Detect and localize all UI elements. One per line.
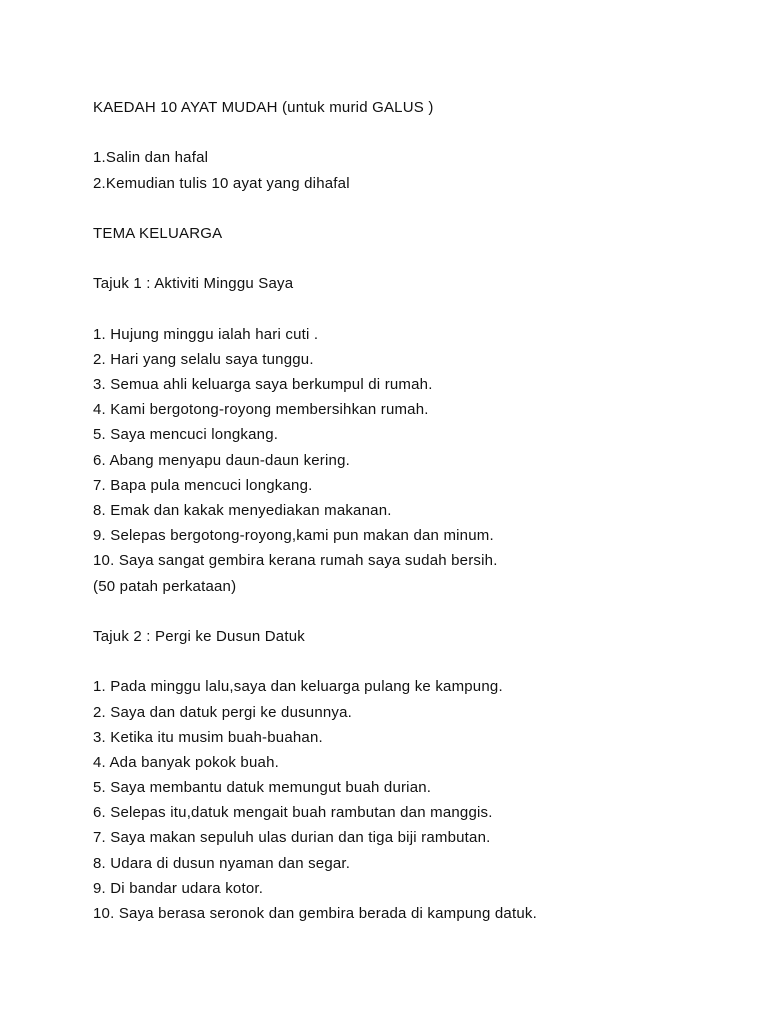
spacer <box>93 297 537 322</box>
sentence: 1. Hujung minggu ialah hari cuti . <box>93 325 319 343</box>
spacer <box>93 246 537 271</box>
sentence: 3. Ketika itu musim buah-buahan. <box>93 728 323 746</box>
theme-heading: TEMA KELUARGA <box>93 224 223 242</box>
spacer <box>93 599 537 624</box>
section-heading: Tajuk 1 : Aktiviti Minggu Saya <box>93 275 294 293</box>
word-count-note: (50 patah perkataan) <box>93 577 237 595</box>
sentence: 9. Di bandar udara kotor. <box>93 879 264 897</box>
sentence: 7. Bapa pula mencuci longkang. <box>93 476 313 494</box>
sentence: 5. Saya membantu datuk memungut buah durian. <box>93 779 432 797</box>
sentence: 2. Hari yang selalu saya tunggu. <box>93 350 314 368</box>
sentence: 4. Kami bergotong-royong membersihkan rumah. <box>93 401 429 419</box>
sentence-list <box>93 322 537 574</box>
spacer <box>93 196 537 221</box>
sentence: 10. Saya sangat gembira kerana rumah saya sudah bersih. <box>93 552 498 570</box>
instruction: 2.Kemudian tulis 10 ayat yang dihafal <box>93 174 350 192</box>
sentence: 6. Selepas itu,datuk mengait buah rambutan dan manggis. <box>93 804 493 822</box>
sentence: 4. Ada banyak pokok buah. <box>93 753 279 771</box>
spacer <box>93 649 537 674</box>
sentence: 6. Abang menyapu daun-daun kering. <box>93 451 350 469</box>
sentence-list <box>93 674 537 926</box>
sentence: 5. Saya mencuci longkang. <box>93 426 279 444</box>
instruction: 1.Salin dan hafal <box>93 149 209 167</box>
sentence: 7. Saya makan sepuluh ulas durian dan tiga biji rambutan. <box>93 829 491 847</box>
section-heading: Tajuk 2 : Pergi ke Dusun Datuk <box>93 627 305 645</box>
sentence: 8. Udara di dusun nyaman dan segar. <box>93 854 351 872</box>
sentence: 1. Pada minggu lalu,saya dan keluarga pulang ke kampung. <box>93 678 503 696</box>
spacer <box>93 120 537 145</box>
sentence: 10. Saya berasa seronok dan gembira berada di kampung datuk. <box>93 905 537 922</box>
document-page <box>93 95 537 926</box>
sentence: 2. Saya dan datuk pergi ke dusunnya. <box>93 703 353 721</box>
sentence: 3. Semua ahli keluarga saya berkumpul di rumah. <box>93 376 433 394</box>
document-title: KAEDAH 10 AYAT MUDAH (untuk murid GALUS ) <box>93 99 434 116</box>
sentence: 9. Selepas bergotong-royong,kami pun makan dan minum. <box>93 527 494 545</box>
sentence: 8. Emak dan kakak menyediakan makanan. <box>93 502 392 519</box>
